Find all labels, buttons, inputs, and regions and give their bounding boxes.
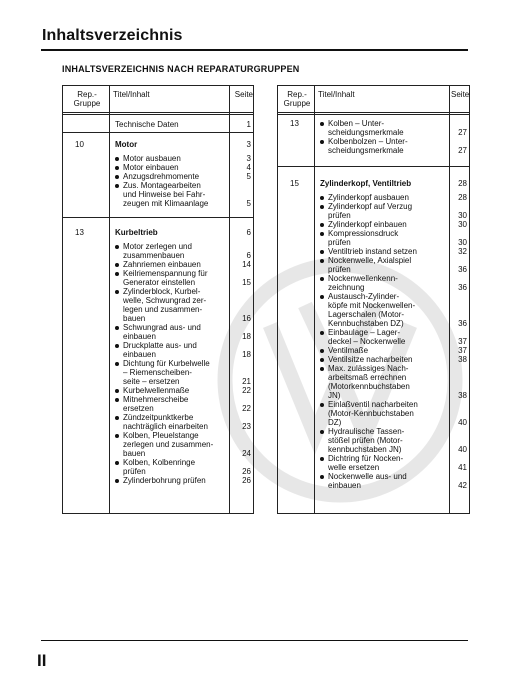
entry-page: 27 bbox=[458, 128, 467, 137]
title-rule bbox=[41, 49, 468, 51]
entry-page: 38 bbox=[458, 355, 467, 364]
entry-page: 22 bbox=[242, 386, 251, 395]
list-item: Kompressionsdruck prüfen bbox=[328, 229, 447, 247]
list-item: Zylinderkopf einbauen bbox=[328, 220, 447, 229]
bullet-icon bbox=[115, 398, 119, 402]
bullet-icon bbox=[320, 122, 324, 126]
list-item: Kolben, Pleuelstange zerlegen und zusammen- bauen bbox=[123, 431, 227, 458]
bullet-icon bbox=[320, 331, 324, 335]
list-item: Einbaulage – Lager- deckel – Nockenwelle bbox=[328, 328, 447, 346]
list-item: Kurbelwellenmaße bbox=[123, 386, 227, 395]
section-heading: Kurbeltrieb bbox=[115, 228, 158, 237]
right-table bbox=[277, 85, 470, 514]
bullet-icon bbox=[320, 430, 324, 434]
entry-page: 5 bbox=[246, 172, 251, 181]
entry-page: 3 bbox=[246, 154, 251, 163]
section-page: 6 bbox=[246, 228, 251, 237]
entry-page: 6 bbox=[246, 251, 251, 260]
list-item: Kolben, Kolbenringe prüfen bbox=[123, 458, 227, 476]
list-item: Zylinderbohrung prüfen bbox=[123, 476, 227, 485]
entry-page: 18 bbox=[242, 350, 251, 359]
header-group: Rep.-Gruppe bbox=[283, 90, 311, 108]
entry-page: 40 bbox=[458, 418, 467, 427]
bullet-icon bbox=[320, 232, 324, 236]
bullet-icon bbox=[115, 362, 119, 366]
entry-page: 21 bbox=[242, 377, 251, 386]
bullet-icon bbox=[115, 434, 119, 438]
page-number: II bbox=[37, 651, 47, 670]
list-item: Motor ausbauen bbox=[123, 154, 227, 163]
bullet-icon bbox=[320, 295, 324, 299]
bullet-icon bbox=[320, 475, 324, 479]
bullet-icon bbox=[115, 157, 119, 161]
list-item: Nockenwellenkenn- zeichnung bbox=[328, 274, 447, 292]
list-item: Dichtring für Nocken- welle ersetzen bbox=[328, 454, 447, 472]
entry-title: Technische Daten bbox=[115, 120, 179, 129]
header-title: Titel/Inhalt bbox=[113, 90, 150, 99]
list-item: Motor einbauen bbox=[123, 163, 227, 172]
bullet-icon bbox=[320, 358, 324, 362]
list-item: Kolbenbolzen – Unter- scheidungsmerkmale bbox=[328, 137, 447, 155]
section-heading: Motor bbox=[115, 140, 138, 149]
bullet-icon bbox=[320, 196, 324, 200]
entry-page: 22 bbox=[242, 404, 251, 413]
bullet-icon bbox=[320, 259, 324, 263]
group-number: 13 bbox=[75, 228, 84, 237]
entry-page: 26 bbox=[242, 467, 251, 476]
bullet-icon bbox=[115, 245, 119, 249]
bullet-icon bbox=[115, 326, 119, 330]
header-divider bbox=[278, 114, 469, 115]
header-page: Seite bbox=[234, 90, 253, 99]
bullet-icon bbox=[320, 223, 324, 227]
entry-page: 4 bbox=[246, 163, 251, 172]
list-item: Anzugsdrehmomente bbox=[123, 172, 227, 181]
entry-page: 41 bbox=[458, 463, 467, 472]
list-item: Motor zerlegen und zusammenbauen bbox=[123, 242, 227, 260]
entry-page: 36 bbox=[458, 319, 467, 328]
header-group: Rep.-Gruppe bbox=[73, 90, 101, 108]
entry-page: 1 bbox=[246, 120, 251, 129]
entry-page: 37 bbox=[458, 346, 467, 355]
row-divider bbox=[63, 217, 253, 218]
bottom-rule bbox=[41, 640, 468, 641]
bullet-icon bbox=[115, 166, 119, 170]
header-page: Seite bbox=[451, 90, 470, 99]
entry-page: 30 bbox=[458, 220, 467, 229]
list-item: Ventiltrieb instand setzen bbox=[328, 247, 447, 256]
column-divider bbox=[229, 86, 230, 513]
entry-page: 5 bbox=[246, 199, 251, 208]
entry-page: 18 bbox=[242, 332, 251, 341]
bullet-icon bbox=[115, 344, 119, 348]
list-item: Zylinderkopf auf Verzug prüfen bbox=[328, 202, 447, 220]
entry-page: 42 bbox=[458, 481, 467, 490]
list-item: Zylinderblock, Kurbel- welle, Schwungrad zer- legen und zusammen- bauen bbox=[123, 287, 227, 323]
bullet-icon bbox=[320, 367, 324, 371]
header-divider bbox=[278, 112, 469, 113]
bullet-icon bbox=[320, 277, 324, 281]
entry-page: 37 bbox=[458, 337, 467, 346]
bullet-icon bbox=[115, 263, 119, 267]
bullet-icon bbox=[115, 389, 119, 393]
entry-page: 14 bbox=[242, 260, 251, 269]
list-item: Nockenwelle, Axialspiel prüfen bbox=[328, 256, 447, 274]
bullet-icon bbox=[115, 461, 119, 465]
list-item: Hydraulische Tassen- stößel prüfen (Motor- kennbuchstaben JN) bbox=[328, 427, 447, 454]
row-divider bbox=[278, 166, 469, 167]
bullet-icon bbox=[320, 403, 324, 407]
list-item: Einlaßventil nacharbeiten (Motor-Kennbuchstaben DZ) bbox=[328, 400, 447, 427]
entry-page: 36 bbox=[458, 283, 467, 292]
header-title: Titel/Inhalt bbox=[318, 90, 355, 99]
list-item: Zündzeitpunktkerbe nachträglich einarbeiten bbox=[123, 413, 227, 431]
entry-page: 32 bbox=[458, 247, 467, 256]
entry-page: 27 bbox=[458, 146, 467, 155]
list-item: Keilriemenspannung für Generator einstellen bbox=[123, 269, 227, 287]
entry-page: 40 bbox=[458, 445, 467, 454]
bullet-icon bbox=[115, 175, 119, 179]
list-item: Zylinderkopf ausbauen bbox=[328, 193, 447, 202]
list-item: Nockenwelle aus- und einbauen bbox=[328, 472, 447, 490]
entry-page: 30 bbox=[458, 238, 467, 247]
group-number: 15 bbox=[290, 179, 299, 188]
section-page: 28 bbox=[458, 179, 467, 188]
bullet-icon bbox=[320, 349, 324, 353]
section-page: 3 bbox=[246, 140, 251, 149]
header-divider bbox=[63, 112, 253, 113]
entry-page: 24 bbox=[242, 449, 251, 458]
bullet-icon bbox=[115, 416, 119, 420]
list-item: Mitnehmerscheibe ersetzen bbox=[123, 395, 227, 413]
entry-page: 15 bbox=[242, 278, 251, 287]
list-item: Zus. Montagearbeiten und Hinweise bei Fahr- zeugen mit Klimaanlage bbox=[123, 181, 227, 208]
bullet-icon bbox=[115, 272, 119, 276]
list-item: Dichtung für Kurbelwelle – Riemenscheiben- seite – ersetzen bbox=[123, 359, 227, 386]
list-item: Kolben – Unter- scheidungsmerkmale bbox=[328, 119, 447, 137]
list-item: Max. zulässiges Nach- arbeitsmaß errechnen (Motorkennbuchstaben JN) bbox=[328, 364, 447, 400]
list-item: Zahnriemen einbauen bbox=[123, 260, 227, 269]
entry-page: 26 bbox=[242, 476, 251, 485]
left-table bbox=[62, 85, 254, 514]
group-number: 13 bbox=[290, 119, 299, 128]
list-item: Ventilmaße bbox=[328, 346, 447, 355]
bullet-icon bbox=[115, 290, 119, 294]
section-title: INHALTSVERZEICHNIS NACH REPARATURGRUPPEN bbox=[62, 64, 300, 74]
list-item: Schwungrad aus- und einbauen bbox=[123, 323, 227, 341]
bullet-icon bbox=[320, 140, 324, 144]
row-divider bbox=[63, 132, 253, 133]
entry-page: 16 bbox=[242, 314, 251, 323]
entry-page: 30 bbox=[458, 211, 467, 220]
list-item: Austausch-Zylinder- köpfe mit Nockenwellen- Lagerschalen (Motor- Kennbuchstaben DZ) bbox=[328, 292, 447, 328]
bullet-icon bbox=[115, 479, 119, 483]
entry-page: 23 bbox=[242, 422, 251, 431]
column-divider bbox=[109, 86, 110, 513]
entry-page: 36 bbox=[458, 265, 467, 274]
column-divider bbox=[449, 86, 450, 513]
bullet-icon bbox=[320, 250, 324, 254]
column-divider bbox=[314, 86, 315, 513]
list-item: Druckplatte aus- und einbauen bbox=[123, 341, 227, 359]
list-item: Ventilsitze nacharbeiten bbox=[328, 355, 447, 364]
header-divider bbox=[63, 114, 253, 115]
page-title: Inhaltsverzeichnis bbox=[42, 27, 183, 44]
entry-page: 28 bbox=[458, 193, 467, 202]
bullet-icon bbox=[115, 184, 119, 188]
bullet-icon bbox=[320, 205, 324, 209]
group-number: 10 bbox=[75, 140, 84, 149]
section-heading: Zylinderkopf, Ventiltrieb bbox=[320, 179, 412, 188]
entry-page: 38 bbox=[458, 391, 467, 400]
bullet-icon bbox=[320, 457, 324, 461]
